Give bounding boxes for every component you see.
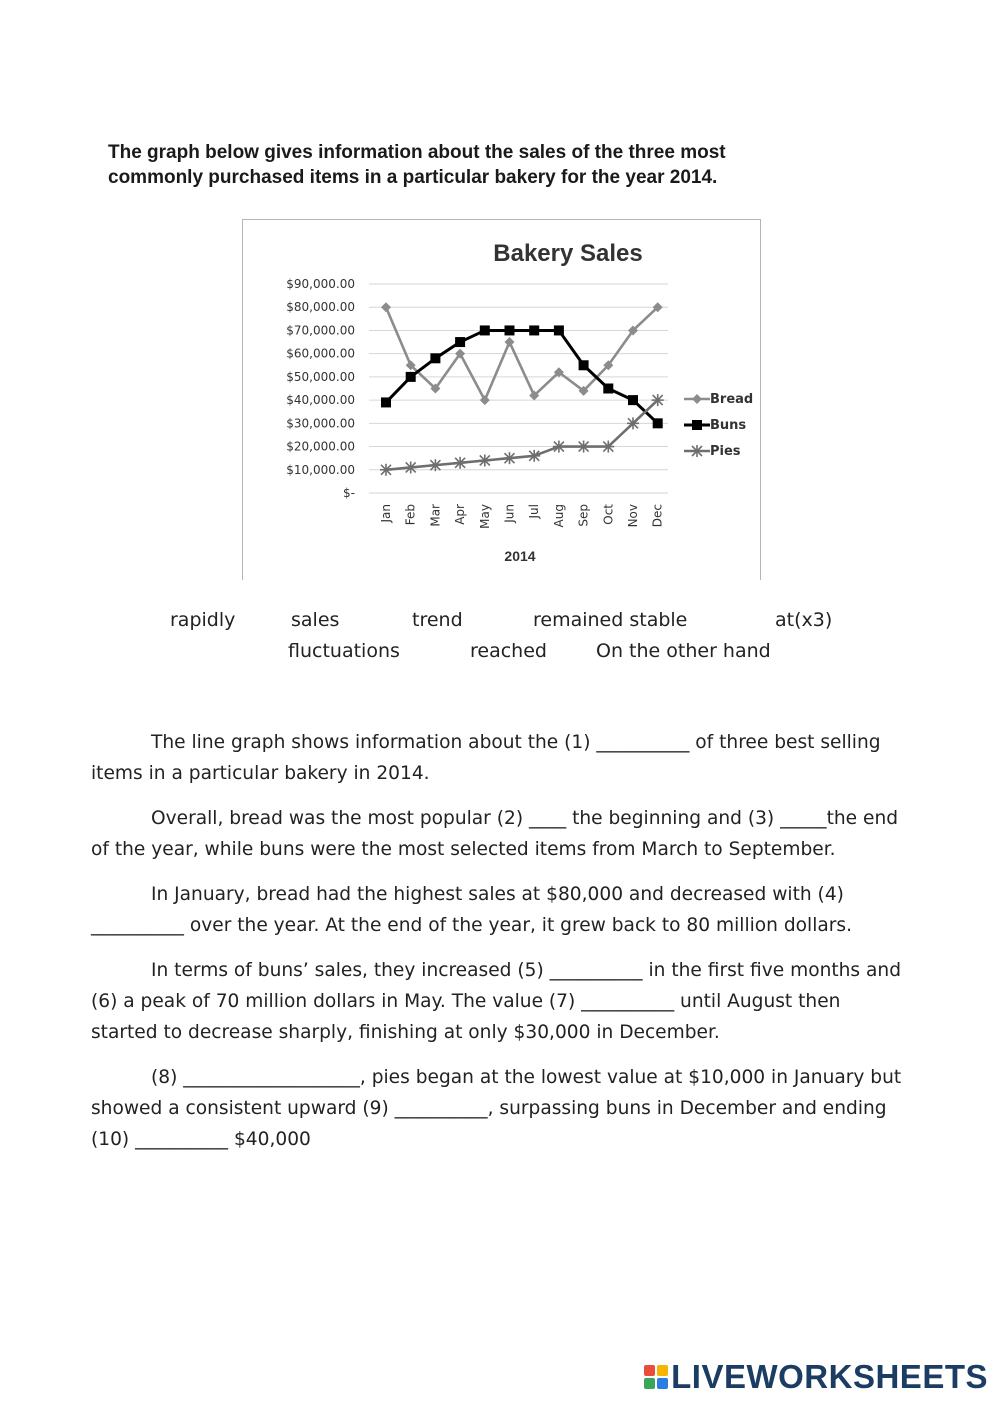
point-buns bbox=[529, 325, 539, 335]
y-tick-label: $50,000.00 bbox=[286, 369, 355, 384]
point-pies bbox=[627, 417, 639, 429]
gap-fill-passage bbox=[91, 727, 911, 1169]
x-tick-label: Oct bbox=[601, 504, 616, 525]
x-tick-label: Jan bbox=[379, 504, 393, 523]
x-axis-label: 2014 bbox=[504, 548, 536, 564]
x-tick-label: Jul bbox=[527, 504, 542, 519]
legend-marker-pies bbox=[691, 445, 703, 457]
paragraph-4: In terms of buns’ sales, they increased (5) __________ in the first five months and (6) a peak of 70 million dollars in May. The value (7) __________ until August then started to decrease sharply, finishing at only $30,000 in December. bbox=[91, 960, 902, 1043]
y-tick-label: $- bbox=[343, 486, 355, 500]
word-sales[interactable]: sales bbox=[291, 609, 340, 631]
point-buns bbox=[628, 395, 638, 405]
point-pies bbox=[553, 441, 565, 453]
x-tick-label: Dec bbox=[650, 504, 665, 528]
point-pies bbox=[454, 457, 466, 469]
x-tick-label: Apr bbox=[453, 504, 468, 525]
paragraph-1: The line graph shows information about the (1) __________ of three best selling items in a particular bakery in 2014. bbox=[91, 732, 881, 784]
legend-marker-bread bbox=[692, 394, 702, 404]
y-tick-label: $80,000.00 bbox=[286, 300, 355, 315]
word-at[interactable]: at(x3) bbox=[775, 609, 833, 631]
point-pies bbox=[504, 452, 516, 464]
x-tick-label: May bbox=[477, 504, 492, 529]
point-pies bbox=[429, 459, 441, 471]
y-tick-label: $20,000.00 bbox=[286, 439, 355, 454]
intro-line-2: commonly purchased items in a particular bakery for the year 2014. bbox=[108, 167, 718, 188]
point-pies bbox=[652, 394, 664, 406]
point-buns bbox=[455, 337, 465, 347]
point-pies bbox=[380, 464, 392, 476]
point-pies bbox=[602, 441, 614, 453]
x-tick-label: Aug bbox=[551, 504, 566, 528]
paragraph-2: Overall, bread was the most popular (2) ____ the beginning and (3) _____the end of the year, while buns were the most selected items from March to September. bbox=[91, 808, 899, 860]
point-bread bbox=[381, 302, 391, 312]
liveworksheets-logo bbox=[644, 1358, 988, 1396]
point-buns bbox=[430, 353, 440, 363]
point-bread bbox=[480, 395, 490, 405]
x-tick-label: Sep bbox=[576, 504, 591, 527]
x-tick-label: Mar bbox=[428, 504, 443, 527]
y-tick-label: $70,000.00 bbox=[286, 323, 355, 338]
y-tick-label: $60,000.00 bbox=[286, 346, 355, 361]
point-pies bbox=[528, 450, 540, 462]
word-remained-stable[interactable]: remained stable bbox=[533, 609, 688, 631]
point-buns bbox=[406, 372, 416, 382]
legend-label-bread: Bread bbox=[710, 392, 754, 407]
paragraph-5: (8) ___________________, pies began at the lowest value at $10,000 in January but showed a consistent upward (9) __________, surpassing buns in December and ending (10) __________ $40,000 bbox=[91, 1067, 902, 1150]
chart-svg bbox=[243, 220, 760, 580]
point-pies bbox=[479, 454, 491, 466]
point-bread bbox=[505, 337, 515, 347]
point-buns bbox=[653, 418, 663, 428]
y-tick-label: $90,000.00 bbox=[286, 277, 355, 291]
y-tick-label: $40,000.00 bbox=[286, 393, 355, 408]
word-rapidly[interactable]: rapidly bbox=[170, 609, 236, 631]
point-pies bbox=[405, 461, 417, 473]
intro-line-1: The graph below gives information about the sales of the three most bbox=[108, 142, 726, 163]
point-buns bbox=[603, 384, 613, 394]
x-tick-label: Nov bbox=[626, 504, 640, 528]
point-buns bbox=[381, 397, 391, 407]
bakery-sales-chart bbox=[242, 219, 761, 580]
point-buns bbox=[505, 325, 515, 335]
word-trend[interactable]: trend bbox=[412, 609, 463, 631]
word-fluctuations[interactable]: fluctuations bbox=[288, 640, 400, 662]
word-on-the-other-hand[interactable]: On the other hand bbox=[596, 640, 771, 662]
point-buns bbox=[554, 325, 564, 335]
paragraph-3: In January, bread had the highest sales at $80,000 and decreased with (4) __________ over the year. At the end of the year, it grew back to 80 million dollars. bbox=[91, 884, 852, 936]
point-pies bbox=[578, 441, 590, 453]
x-tick-label: Feb bbox=[403, 504, 418, 526]
word-reached[interactable]: reached bbox=[470, 640, 547, 662]
point-buns bbox=[579, 360, 589, 370]
intro-text bbox=[108, 140, 848, 190]
logo-mark-icon bbox=[644, 1365, 668, 1389]
legend-label-pies: Pies bbox=[710, 444, 741, 459]
logo-text: LIVEWORKSHEETS bbox=[671, 1358, 988, 1395]
x-tick-label: Jun bbox=[502, 504, 517, 523]
chart-title: Bakery Sales bbox=[493, 240, 643, 267]
legend-marker-buns bbox=[692, 420, 702, 430]
legend-label-buns: Buns bbox=[710, 418, 747, 433]
point-buns bbox=[480, 325, 490, 335]
y-tick-label: $30,000.00 bbox=[286, 416, 355, 431]
series-line-pies bbox=[386, 400, 658, 470]
y-tick-label: $10,000.00 bbox=[286, 462, 355, 477]
